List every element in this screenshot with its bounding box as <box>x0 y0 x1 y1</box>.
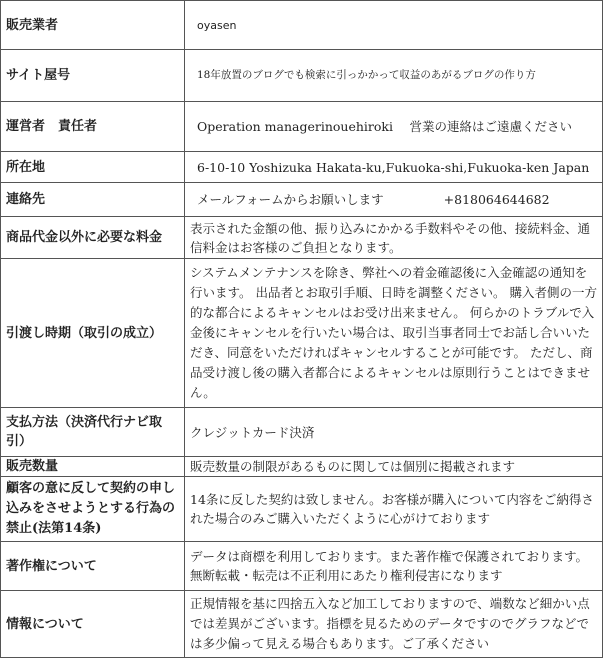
row-contact <box>1 183 603 217</box>
row-prohibition <box>1 477 603 542</box>
seller-value: oyasen <box>185 1 603 50</box>
info-label: 情報について <box>1 591 185 658</box>
prohibition-value: 14条に反した契約は致しません。お客様が購入について内容をご納得された場合のみご購入いただくように心がけております <box>185 477 603 542</box>
quantity-value: 販売数量の制限があるものに関しては個別に掲載されます <box>185 457 603 477</box>
contact-value: メールフォームからお願いします <box>197 192 384 207</box>
extra-fees-label: 商品代金以外に必要な料金 <box>1 217 185 259</box>
row-operator <box>1 102 603 152</box>
delivery-value: システムメンテナンスを除き、弊社への着金確認後に入金確認の通知を行います。 出品者とお取引手順、日時を調整ください。 購入者側の一方的な都合によるキャンセルはお受け出来ません。 何らかのトラブルで入金後にキャンセルを行いたい場合は、取引当事者同士でお話し合いいただき、同意をいただければキャンセルすることが可能です。 ただし、商品受け渡し後の購入者都合によるキャンセルは原則行うことはできません。 <box>185 259 603 408</box>
address-label: 所在地 <box>1 152 185 183</box>
prohibition-label: 顧客の意に反して契約の申し込みをさせようとする行為の禁止(法第14条) <box>1 477 185 542</box>
operator-value: Operation managerinouehiroki 営業の連絡はご遠慮ください <box>185 102 603 152</box>
row-copyright <box>1 542 603 591</box>
row-info <box>1 591 603 658</box>
payment-label: 支払方法（決済代行ナビ取引） <box>1 408 185 457</box>
row-delivery <box>1 259 603 408</box>
row-payment <box>1 408 603 457</box>
delivery-label: 引渡し時期（取引の成立） <box>1 259 185 408</box>
info-value: 正規情報を基に四捨五入など加工しておりますので、端数など細かい点では差異がございます。指標を見るためのデータですのでグラフなどでは多少偏って見える場合もあります。ご了承ください <box>185 591 603 658</box>
row-address <box>1 152 603 183</box>
site-name-value: 18年放置のブログでも検索に引っかかって収益のあがるブログの作り方 <box>185 50 603 102</box>
row-quantity <box>1 457 603 477</box>
payment-value: クレジットカード決済 <box>185 408 603 457</box>
contact-phone: +818064644682 <box>443 192 550 207</box>
contact-cell <box>185 183 603 217</box>
address-value: 6-10-10 Yoshizuka Hakata-ku,Fukuoka-shi,Fukuoka-ken Japan <box>185 152 603 183</box>
site-name-label: サイト屋号 <box>1 50 185 102</box>
contact-label: 連絡先 <box>1 183 185 217</box>
row-extra-fees <box>1 217 603 259</box>
row-site-name <box>1 50 603 102</box>
copyright-value: データは商標を利用しております。また著作権で保護されております。無断転載・転売は不正利用にあたり権利侵害になります <box>185 542 603 591</box>
copyright-label: 著作権について <box>1 542 185 591</box>
row-seller <box>1 1 603 50</box>
seller-label: 販売業者 <box>1 1 185 50</box>
extra-fees-value: 表示された金額の他、振り込みにかかる手数料やその他、接続料金、通信料金はお客様のご負担となります。 <box>185 217 603 259</box>
operator-label: 運営者 責任者 <box>1 102 185 152</box>
quantity-label: 販売数量 <box>1 457 185 477</box>
